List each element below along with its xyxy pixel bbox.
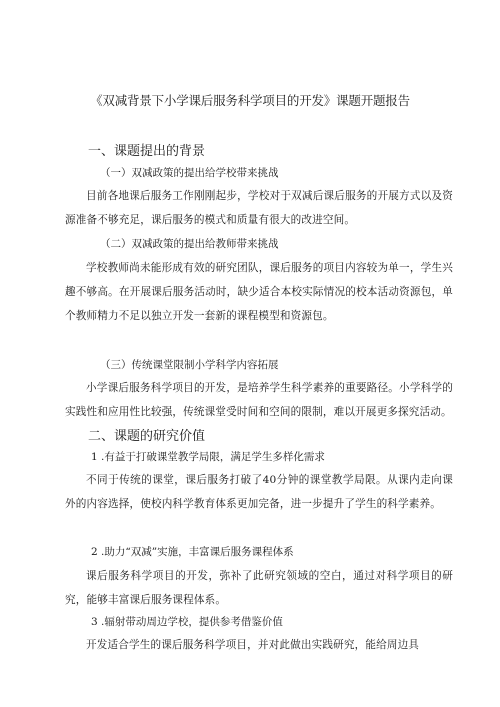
section-2-paragraph-2: 课后服务科学项目的开发，弥补了此研究领域的空白，通过对科学项目的研究，能够丰富课后服务课程体系。 xyxy=(65,570,453,607)
section-1-subheading-3: （三）传统课堂限制小学科学内容拓展 xyxy=(100,359,279,371)
section-1-paragraph-3: 小学课后服务科学项目的开发，是培养学生科学素养的重要路径。小学科学的实践性和应用性比较强，传统课堂受时间和空间的限制，难以开展更多探究活动。 xyxy=(65,382,453,419)
section-1-paragraph-2: 学校教师尚未能形成有效的研究团队，课后服务的项目内容较为单一，学生兴趣不够高。在开展课后服务活动时，缺少适合本校实际情况的校本活动资源包，单个教师精力不足以独立开发一套新的课程模型和资源包。 xyxy=(65,262,453,323)
section-2-paragraph-3: 开发适合学生的课后服务科学项目，并对此做出实践研究，能给周边具 xyxy=(86,639,420,651)
section-2-paragraph-1: 不同于传统的课堂，课后服务打破了40分钟的课堂教学局限。从课内走向课外的内容选择，使校内科学教育体系更加完备，进一步提升了学生的科学素养。 xyxy=(65,474,453,511)
document-title: 《双减背景下小学课后服务科学项目的开发》课题开题报告 xyxy=(90,93,410,108)
section-2-item-3: 3 .辐射带动周边学校，提供参考借鉴价值 xyxy=(91,616,283,628)
section-1-heading: 一、课题提出的背景 xyxy=(88,144,206,159)
section-1-subheading-2: （二）双减政策的提出给教师带来挑战 xyxy=(100,238,279,250)
section-2-heading: 二、课题的研究价值 xyxy=(88,429,206,444)
section-2-item-1: 1 .有益于打破课堂教学局限，满足学生多样化需求 xyxy=(91,451,325,463)
section-1-paragraph-1: 目前各地课后服务工作刚刚起步，学校对于双减后课后服务的开展方式以及资源准备不够充足，课后服务的模式和质量有很大的改进空间。 xyxy=(65,190,453,227)
section-2-item-2: 2 .助力“双减”实施，丰富课后服务课程体系 xyxy=(91,546,294,558)
section-1-subheading-1: （一）双减政策的提出给学校带来挑战 xyxy=(100,167,279,179)
